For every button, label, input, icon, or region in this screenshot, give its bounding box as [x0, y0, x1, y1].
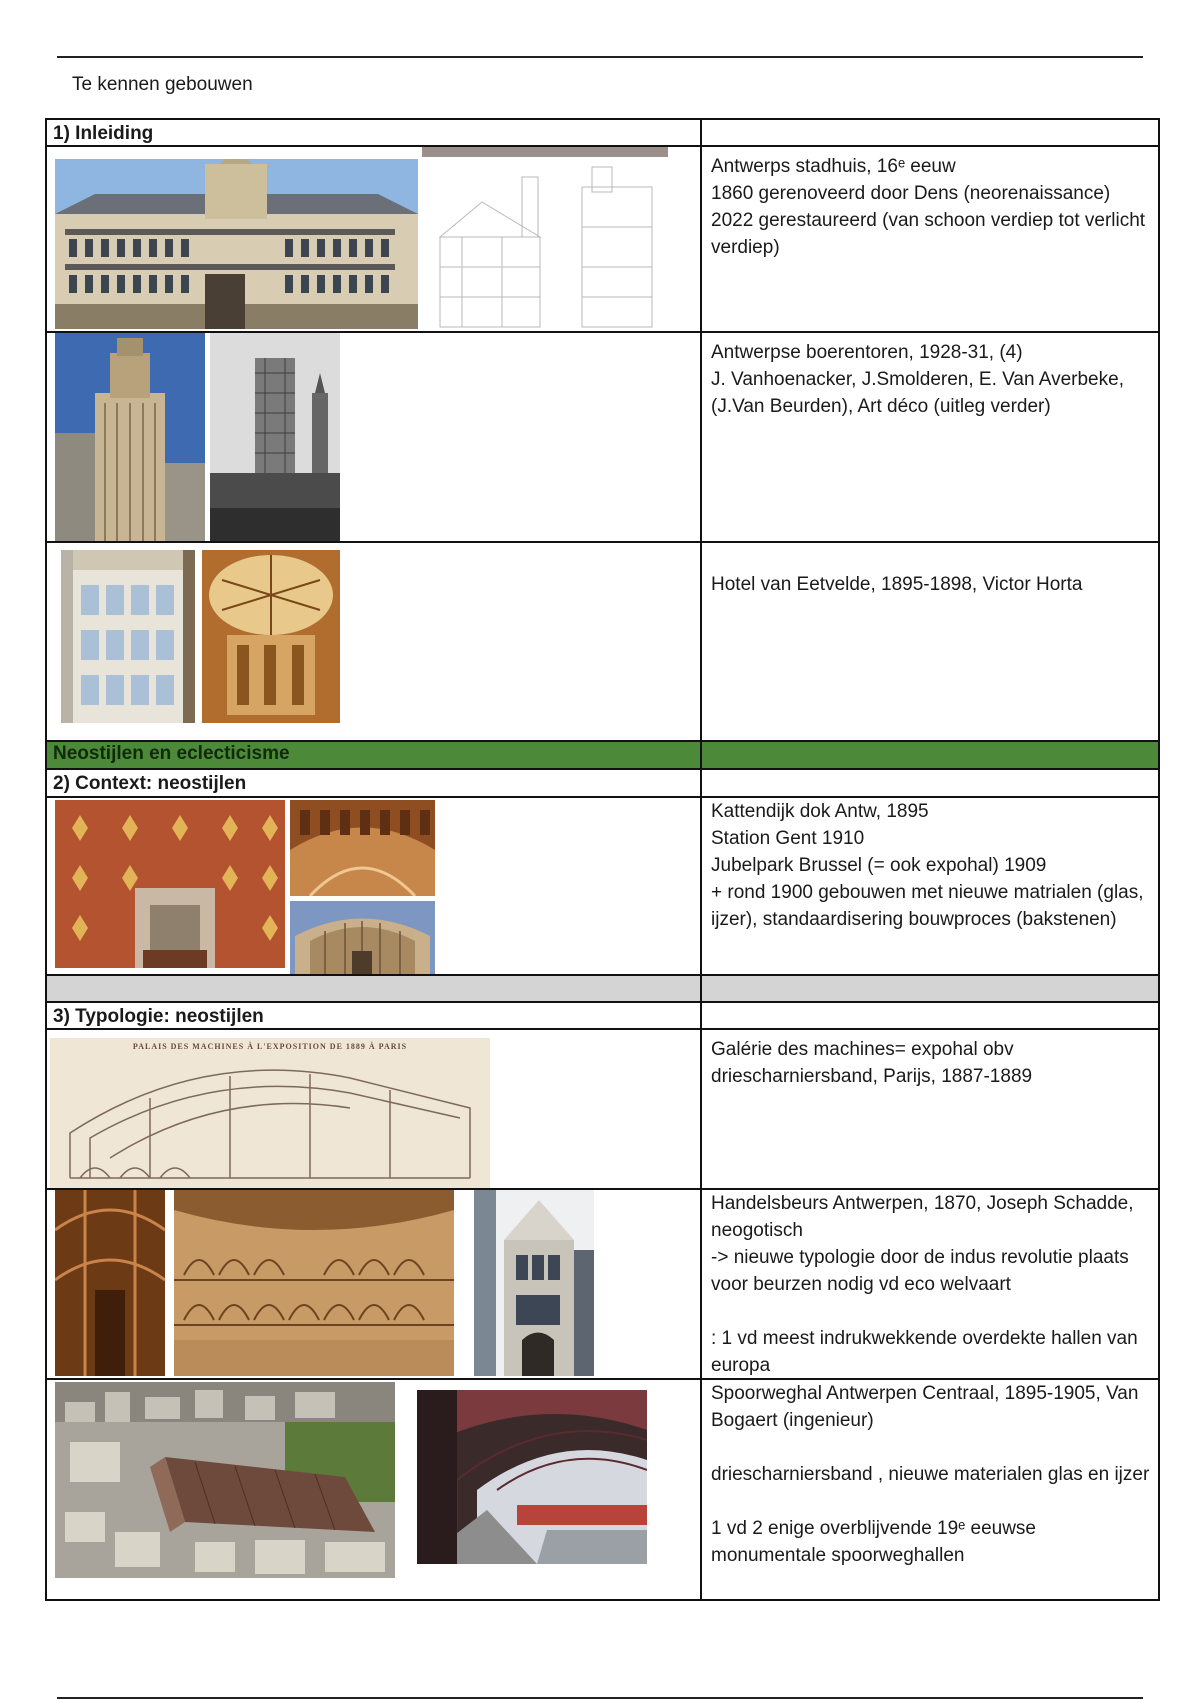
- table-row: [45, 543, 1160, 742]
- section-title: Neostijlen en eclecticisme: [53, 743, 290, 764]
- table-row: [45, 1190, 1160, 1380]
- text-line: -> nieuwe typologie door de indus revolutie plaats voor beurzen nodig vd eco welvaart: [711, 1247, 1129, 1295]
- stadhuis-section-drawing: [422, 147, 668, 331]
- stadhuis-photo: [55, 159, 418, 329]
- eetvelde-interior-photo: [202, 550, 340, 723]
- description-stadhuis: [711, 153, 1150, 261]
- engraving-caption: PALAIS DES MACHINES À L'EXPOSITION DE 1889 À PARIS: [132, 1042, 408, 1051]
- section-header-typologie: [45, 1003, 1160, 1030]
- section-header-inleiding: [45, 118, 1160, 147]
- text-line: 2022 gerestaureerd (van schoon verdiep tot verlicht verdiep): [711, 210, 1146, 258]
- text-line: Antwerps stadhuis, 16ᵉ eeuw: [711, 156, 956, 177]
- section-band-neostijlen: [45, 742, 1160, 770]
- top-rule: [57, 56, 1143, 58]
- eetvelde-facade-photo: [61, 550, 195, 723]
- handelsbeurs-hall-photo: [174, 1190, 454, 1376]
- description-handelsbeurs: [711, 1190, 1150, 1379]
- jubelpark-photo: [290, 901, 435, 974]
- boerentoren-photo: [55, 333, 205, 541]
- page-title: Te kennen gebouwen: [72, 74, 253, 95]
- description-galerie: [711, 1036, 1150, 1090]
- station-gent-photo: [290, 800, 435, 896]
- handelsbeurs-interior-photo-1: [55, 1190, 165, 1376]
- text-line: Kattendijk dok Antw, 1895: [711, 801, 929, 822]
- text-line: J. Vanhoenacker, J.Smolderen, E. Van Averbeke, (J.Van Beurden), Art déco (uitleg verder): [711, 369, 1124, 417]
- table-row: [45, 147, 1160, 333]
- buildings-table: [45, 118, 1160, 1601]
- boerentoren-construction-photo: [210, 333, 340, 541]
- text-line: Antwerpse boerentoren, 1928-31, (4): [711, 342, 1023, 363]
- description-kattendijk: [711, 798, 1150, 933]
- kattendijk-brick-photo: [55, 800, 285, 968]
- text-line: + rond 1900 gebouwen met nieuwe matrialen (glas, ijzer), standaardisering bouwproces (bakstenen): [711, 882, 1144, 930]
- table-row: [45, 333, 1160, 543]
- text-line: Handelsbeurs Antwerpen, 1870, Joseph Schadde, neogotisch: [711, 1193, 1134, 1241]
- centraal-aerial-photo: [55, 1382, 395, 1578]
- text-line: Station Gent 1910: [711, 828, 865, 849]
- galerie-engraving: [50, 1038, 490, 1188]
- description-boerentoren: [711, 339, 1150, 420]
- text-line: Spoorweghal Antwerpen Centraal, 1895-1905, Van Bogaert (ingenieur): [711, 1383, 1139, 1431]
- text-line: Galérie des machines= expohal obv driescharniersband, Parijs, 1887-1889: [711, 1039, 1033, 1087]
- description-eetvelde: [711, 571, 1150, 598]
- description-centraal: [711, 1380, 1150, 1569]
- section-title: 1) Inleiding: [53, 123, 154, 144]
- table-row: [45, 1030, 1160, 1190]
- section-title: 3) Typologie: neostijlen: [53, 1006, 264, 1027]
- handelsbeurs-facade-photo: [474, 1190, 594, 1376]
- bottom-rule: [57, 1697, 1143, 1699]
- text-line: Jubelpark Brussel (= ook expohal) 1909: [711, 855, 1047, 876]
- section-header-context: [45, 770, 1160, 798]
- section-title: 2) Context: neostijlen: [53, 773, 247, 794]
- text-line: Hotel van Eetvelde, 1895-1898, Victor Horta: [711, 574, 1083, 595]
- text-line: : 1 vd meest indrukwekkende overdekte hallen van europa: [711, 1328, 1138, 1376]
- text-line: 1 vd 2 enige overblijvende 19ᵉ eeuwse monumentale spoorweghallen: [711, 1518, 1037, 1566]
- centraal-platform-photo: [417, 1390, 647, 1564]
- text-line: driescharniersband , nieuwe materialen glas en ijzer: [711, 1464, 1150, 1485]
- table-row: [45, 798, 1160, 976]
- text-line: 1860 gerenoveerd door Dens (neorenaissance): [711, 183, 1111, 204]
- separator-band: [45, 976, 1160, 1003]
- table-row: [45, 1380, 1160, 1601]
